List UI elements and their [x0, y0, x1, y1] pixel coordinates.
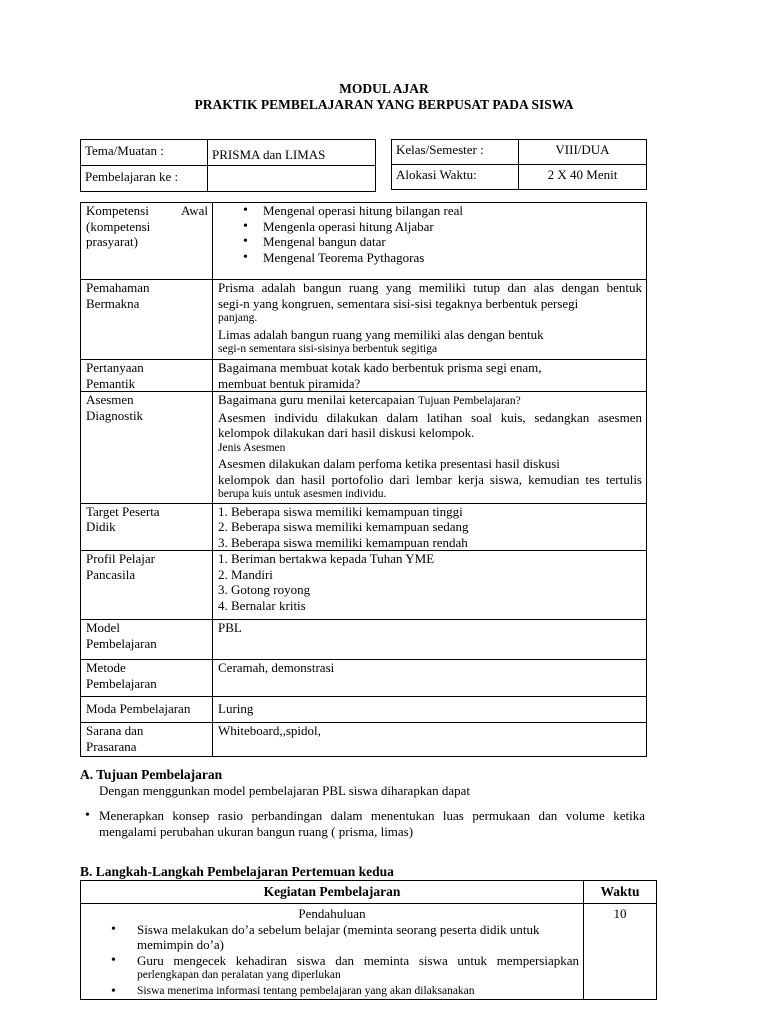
profil-label-line: Profil Pelajar	[86, 551, 155, 566]
table-row	[81, 551, 647, 620]
tema-label: Tema/Muatan :	[81, 140, 208, 166]
table-row	[81, 620, 647, 660]
waktu-cell: 10	[584, 904, 657, 1000]
document-subtitle: PRAKTIK PEMBELAJARAN YANG BERPUSAT PADA SISWA	[194, 97, 574, 112]
pemahaman-value	[213, 280, 647, 360]
asesmen-question-tp: Tujuan Pembelajaran?	[417, 395, 521, 407]
alokasi-value: 2 X 40 Menit	[519, 165, 647, 190]
bullet-icon: •	[85, 808, 90, 823]
asesmen-line	[218, 392, 642, 410]
bullet-line: Menerapkan konsep rasio perbandingan dalam menentukan luas permukaan dan volume ketika	[99, 808, 645, 823]
sarana-label	[81, 723, 213, 757]
target-label	[81, 503, 213, 551]
list-item-line: perlengkapan dan peralatan yang diperlukan	[137, 969, 341, 981]
section-a-intro: Dengan menggunkan model pembelajaran PBL siswa diharapkan dapat	[99, 783, 470, 798]
kompetensi-label	[81, 203, 213, 280]
target-label-line: Target Peserta	[86, 503, 160, 519]
pemahaman-line: segi-n sementara sisi-sisinya berbentuk segitiga	[218, 343, 438, 355]
table-row	[81, 203, 647, 280]
asesmen-line: Jenis Asesmen	[218, 441, 286, 454]
list-item: 2. Beberapa siswa memiliki kemampuan sedang	[218, 519, 469, 534]
table-row	[81, 140, 376, 166]
pemahaman-line: segi-n yang kongruen, sementara sisi-sisi tegaknya berbentuk persegi	[218, 295, 579, 311]
pemahaman-line: Limas adalah bangun ruang yang memiliki alas dengan bentuk	[218, 326, 544, 342]
pertanyaan-value	[213, 360, 647, 392]
kompetensi-label-line: Kompetensi Awal	[86, 203, 208, 218]
list-item	[137, 953, 579, 984]
list-item: • Mengenal Teorema Pythagoras	[263, 250, 642, 266]
list-item-line: memimpin do’a)	[137, 937, 225, 952]
profil-value	[213, 551, 647, 620]
langkah-table	[80, 880, 657, 1000]
asesmen-line: berupa kuis untuk asesmen individu.	[218, 488, 387, 500]
kegiatan-cell	[81, 904, 584, 1000]
asesmen-label-line: Diagnostik	[86, 407, 144, 423]
metode-label	[81, 660, 213, 697]
table-row	[81, 280, 647, 360]
pertanyaan-line: Bagaimana membuat kotak kado berbentuk prisma segi enam,	[218, 360, 542, 375]
list-item	[137, 984, 579, 1000]
model-value: PBL	[213, 620, 647, 660]
sarana-label-line: Sarana dan	[86, 723, 144, 738]
kompetensi-label-line: (kompetensi	[86, 218, 151, 234]
moda-label: Moda Pembelajaran	[81, 697, 213, 723]
table-row	[81, 723, 647, 757]
pembelajaran-label: Pembelajaran ke :	[81, 166, 208, 192]
bullet-line: mengalami perubahan ukuran bangun ruang ( prisma, limas)	[99, 823, 414, 839]
table-row	[81, 697, 647, 723]
kegiatan-list	[85, 922, 579, 1000]
list-item-line: • Siswa melakukan do’a sebelum belajar (meminta seorang peserta didik untuk	[137, 921, 540, 937]
pemahaman-line: panjang.	[218, 312, 258, 324]
kelas-label: Kelas/Semester :	[392, 140, 519, 165]
list-item: 1. Beberapa siswa memiliki kemampuan tinggi	[218, 503, 463, 519]
pemahaman-line: Prisma adalah bangun ruang yang memiliki tutup dan alas dengan bentuk	[218, 280, 642, 295]
table-row	[81, 503, 647, 551]
list-item-line: • Guru mengecek kehadiran siswa dan meminta siswa untuk mempersiapkan	[137, 952, 579, 968]
model-label-line: Model	[86, 620, 120, 635]
kompetensi-label-line: prasyarat)	[86, 234, 138, 249]
table-row	[392, 165, 647, 190]
info-table-right	[391, 139, 647, 190]
asesmen-line: kelompok dilakukan dari hasil diskusi kelompok.	[218, 425, 475, 440]
list-item: 3. Beberapa siswa memiliki kemampuan rendah	[218, 534, 468, 550]
metode-label-line: Metode	[86, 660, 126, 675]
target-value	[213, 503, 647, 551]
pembelajaran-value	[208, 166, 376, 192]
table-header-row	[81, 881, 657, 904]
asesmen-line: kelompok dan hasil portofolio dari lembar kerja siswa, kemudian tes tertulis	[218, 471, 642, 487]
list-item: 4. Bernalar kritis	[218, 597, 306, 613]
table-row	[81, 904, 657, 1000]
kompetensi-value	[213, 203, 647, 280]
table-row	[81, 392, 647, 504]
metode-value: Ceramah, demonstrasi	[213, 660, 647, 697]
pertanyaan-label-line: Pertanyaan	[86, 360, 144, 375]
metode-label-line: Pembelajaran	[86, 675, 157, 691]
list-item: • Mengenal operasi hitung bilangan real	[263, 203, 642, 219]
model-label-line: Pembelajaran	[86, 635, 157, 651]
pemahaman-label	[81, 280, 213, 360]
asesmen-line: Asesmen dilakukan dalam perfoma ketika presentasi hasil diskusi	[218, 456, 560, 471]
pertanyaan-label-line: Pemantik	[86, 375, 136, 391]
asesmen-line: Asesmen individu dilakukan dalam latihan soal kuis, sedangkan asesmen	[218, 409, 642, 425]
asesmen-label	[81, 392, 213, 504]
list-item: • Mengenal bangun datar	[263, 234, 642, 250]
profil-label-line: Pancasila	[86, 566, 136, 582]
asesmen-label-line: Asesmen	[86, 392, 134, 407]
list-item: 1. Beriman bertakwa kepada Tuhan YME	[218, 551, 435, 566]
pertanyaan-line: membuat bentuk piramida?	[218, 375, 361, 391]
table-row	[81, 660, 647, 697]
list-item-line: • Siswa menerima informasi tentang pembelajaran yang akan dilaksanakan	[137, 984, 475, 997]
document-title: MODUL AJAR	[339, 81, 429, 96]
model-label	[81, 620, 213, 660]
section-a-bullet	[85, 808, 645, 839]
col-waktu-header: Waktu	[584, 881, 657, 904]
table-row	[81, 166, 376, 192]
sarana-label-line: Prasarana	[86, 738, 137, 754]
table-row	[392, 140, 647, 165]
section-b-heading: B. Langkah-Langkah Pembelajaran Pertemuan kedua	[80, 864, 394, 879]
list-item: 3. Gotong royong	[218, 582, 311, 597]
target-label-line: Didik	[86, 519, 116, 534]
pertanyaan-label	[81, 360, 213, 392]
pemahaman-label-line: Pemahaman	[86, 280, 150, 295]
section-a-bullet-text	[99, 808, 645, 839]
phase-label: Pendahuluan	[298, 906, 366, 921]
list-item	[137, 922, 579, 953]
tema-value: PRISMA dan LIMAS	[208, 140, 376, 166]
sarana-value: Whiteboard,,spidol,	[213, 723, 647, 757]
asesmen-question: Bagaimana guru menilai ketercapaian	[218, 392, 418, 407]
section-a-heading: A. Tujuan Pembelajaran	[80, 767, 223, 782]
moda-value: Luring	[213, 697, 647, 723]
list-item: 2. Mandiri	[218, 566, 273, 582]
list-item: • Mengenla operasi hitung Aljabar	[263, 219, 642, 235]
asesmen-value	[213, 392, 647, 504]
kelas-value: VIII/DUA	[519, 140, 647, 165]
info-table-left	[80, 139, 376, 192]
main-table	[80, 202, 647, 757]
col-kegiatan-header: Kegiatan Pembelajaran	[81, 881, 584, 904]
profil-label	[81, 551, 213, 620]
alokasi-label: Alokasi Waktu:	[392, 165, 519, 190]
kompetensi-list	[218, 203, 642, 265]
table-row	[81, 360, 647, 392]
pemahaman-label-line: Bermakna	[86, 295, 140, 311]
